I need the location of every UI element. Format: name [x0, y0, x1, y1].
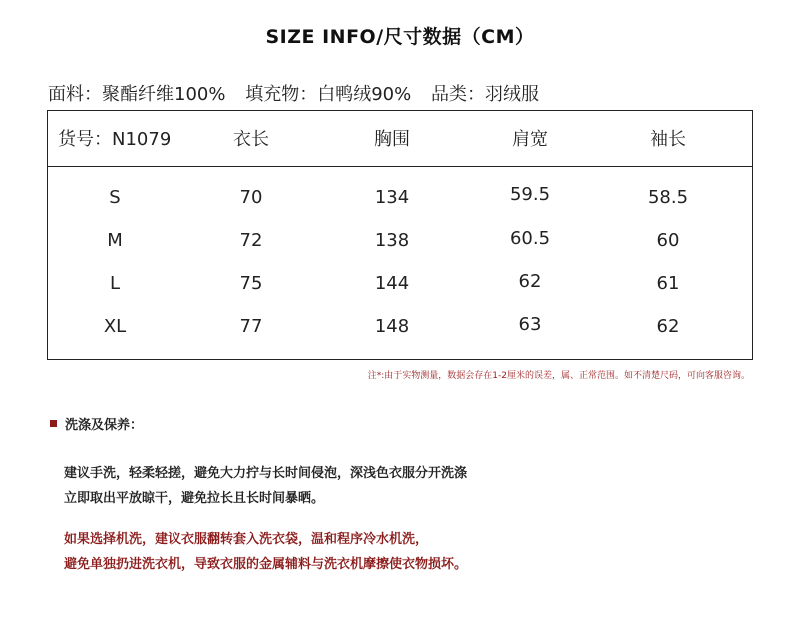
- length-cell: 70: [239, 187, 263, 208]
- machine-wash-warning-line: 如果选择机洗，建议衣服翻转套入洗衣袋，温和程序冷水机洗，: [64, 532, 429, 547]
- size-table: [47, 110, 753, 360]
- material-info: [48, 80, 539, 106]
- size-cell: M: [107, 230, 123, 251]
- size-cell: S: [109, 187, 121, 208]
- chest-cell: 138: [374, 230, 410, 251]
- sleeve-cell: 62: [656, 316, 680, 337]
- page-title: SIZE INFO/尺寸数据（CM）: [265, 26, 535, 48]
- table-header-row: [48, 111, 752, 167]
- chest-cell: 134: [374, 187, 410, 208]
- header-sleeve: 袖长: [650, 129, 686, 150]
- fabric-label: 面料：聚酯纤维100%: [48, 84, 226, 105]
- chest-cell: 148: [374, 316, 410, 337]
- shoulder-cell: 63: [518, 314, 542, 335]
- sleeve-cell: 61: [656, 273, 680, 294]
- table-row: [48, 230, 752, 260]
- sleeve-cell: 58.5: [647, 187, 689, 208]
- square-bullet-icon: [50, 420, 57, 427]
- header-item-number: 货号：N1079: [58, 129, 172, 150]
- care-instruction-line: 立即取出平放晾干，避免拉长且长时间暴晒。: [64, 491, 325, 506]
- care-heading-label: 洗涤及保养：: [65, 418, 144, 433]
- header-chest: 胸围: [374, 129, 410, 150]
- category-label: 品类：羽绒服: [430, 84, 539, 105]
- length-cell: 72: [239, 230, 263, 251]
- table-row: [48, 184, 752, 217]
- care-heading: [50, 414, 143, 433]
- care-instruction-line: 建议手洗，轻柔轻搓，避免大力拧与长时间侵泡，深浅色衣服分开洗涤: [64, 466, 468, 481]
- length-cell: 77: [239, 316, 263, 337]
- shoulder-cell: 60.5: [509, 228, 551, 249]
- chest-cell: 144: [374, 273, 410, 294]
- length-cell: 75: [239, 273, 263, 294]
- size-cell: L: [109, 273, 121, 294]
- filling-label: 填充物：白鸭绒90%: [245, 84, 412, 105]
- header-shoulder: 肩宽: [512, 129, 548, 150]
- shoulder-cell: 59.5: [509, 184, 551, 205]
- machine-wash-warning-line: 避免单独扔进洗衣机，导致衣服的金属辅料与洗衣机摩擦使衣物损坏。: [64, 557, 468, 572]
- table-row: [48, 273, 752, 303]
- shoulder-cell: 62: [518, 271, 542, 292]
- size-cell: XL: [103, 316, 127, 337]
- table-row: [48, 316, 752, 346]
- measurement-note: 注*:由于实物测量，数据会存在1-2厘米的误差，属、正常范围。如不清楚尺码，可向客服咨询。: [367, 371, 750, 381]
- header-length: 衣长: [233, 129, 269, 150]
- sleeve-cell: 60: [656, 230, 680, 251]
